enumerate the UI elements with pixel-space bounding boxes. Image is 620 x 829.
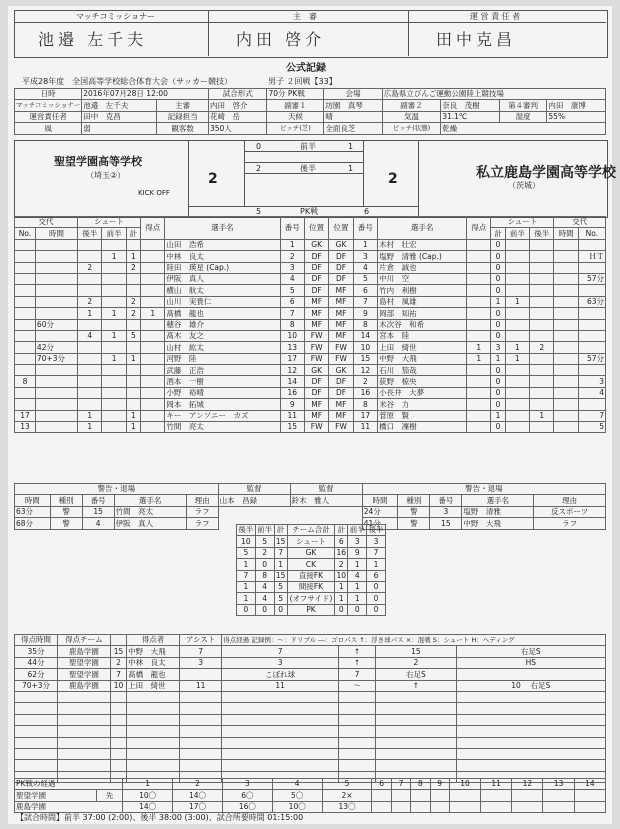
roster-row: 2 2 陸田 瑛星 (Cap.) 3 DF DF 4 片倉 誠也 0 — [15, 262, 606, 273]
roster-row: 4 1 5 髙木 友之 10 FW MF 14 宮本 陸 0 — [15, 330, 606, 341]
roster-row: 1 1 中林 良太 2 DF DF 3 塩野 清雅 (Cap.) 0 ＨＴ — [15, 251, 606, 262]
roster-row: 横山 航太 5 DF MF 6 竹内 利樹 0 — [15, 285, 606, 296]
stat-row: 5 2 7 GK 16 9 7 — [237, 547, 386, 558]
manager-signature: 田中克昌 — [436, 30, 517, 49]
stat-row: 1 4 5 間接FK 1 1 0 — [237, 581, 386, 592]
away-pk: 6 — [364, 207, 370, 216]
pk-table: PK戦の経過 1 2 3 4 5 6 7 8 9 10 11 12 13 14 聖望学園 先 10〇 14〇 6〇 5〇 2× 鹿島学園 14〇 17〇 16〇 10〇 13〇 — [14, 778, 606, 813]
roster-row: 武藤 正浩 12 GK GK 12 石川 笳哉 0 — [15, 365, 606, 376]
kickoff-label: KICK OFF — [138, 189, 170, 197]
home-pk: 5 — [256, 207, 262, 216]
roster-row: 70+3分 1 1 河野 陸 17 FW FW 15 中野 大飛 1 1 1 57分 — [15, 353, 606, 364]
goals-table: 得点時間 得点チーム 得点者 アシスト 得点経過 記録例：～：ドリブル ―：ゴロパス ↑：浮き球パス ×：混戦 S：シュート H：ヘディング 35分 鹿島学園 15 中野 大飛 7 7 ↑ 15 右足S 44分 聖望学園 2 中林 良太 3 3 ↑ 2 HS 62分 聖望学園 7 髙橋 龍也 こぼれ球 7 右足S 70+3分 鹿島学園 10 上田 綺世 11 11 ～ ↑ 10 右足S — [14, 634, 606, 783]
first-half-label: 前半 — [300, 142, 316, 151]
manager-label: 運 営 責 任 者 — [470, 12, 521, 21]
away-team-name: 私立鹿島学園高等学校 — [476, 165, 616, 181]
roster-row: 8 酒本 一樹 14 DF DF 2 荻野 椋央 0 3 — [15, 376, 606, 387]
away-second-half: 1 — [348, 164, 354, 173]
second-half-label: 後半 — [300, 164, 316, 173]
roster-row: 60分 穂谷 雄介 8 MF MF 8 木次谷 和希 0 — [15, 319, 606, 330]
goal-row-empty — [15, 703, 606, 714]
stat-row: 10 5 15 シュート 6 3 3 — [237, 536, 386, 547]
home-team-name: 聖望学園高等学校 — [54, 155, 142, 168]
away-total-score: 2 — [388, 171, 398, 187]
roster-row: 1 1 2 1 髙橋 龍也 7 MF MF 9 岡部 知祐 0 — [15, 308, 606, 319]
home-prefecture: （埼玉②） — [86, 171, 126, 180]
roster-row: 小野 裕晴 16 DF DF 16 小長井 大夢 0 4 — [15, 387, 606, 398]
pk-label: PK戦 — [300, 207, 319, 216]
roster-table: 交代 シュート 得点 選手名 番号 位置 位置 番号 選手名 得点 シュート 交代 No. 時間 後半 前半 計 計 前半 後半 時間 No. 山田 浩希 1 GK GK 1 木村 壮宏 0 1 1 中林 良太 2 DF DF 3 塩野 清雅 (Cap.) 0 ＨＴ 2 2 陸田 瑛星 (Cap.) 3 DF DF 4 片倉 誠也 0 伊阪 真人 4 DF DF 5 中川 空 0 57分 横山 航太 5 DF MF 6 竹内 利樹 0 2 2 山川 実貴仁 6 MF MF 7 島村 風雄 1 1 63分 1 1 2 1 髙橋 龍也 7 MF MF 9 岡部 知祐 0 60分 穂谷 雄介 8 MF MF 8 木次谷 和希 0 4 1 5 髙木 友之 10 FW MF 14 宮本 陸 0 42分 山村 紘太 13 FW FW 10 上田 綺世 1 3 1 2 70+3分 1 1 河野 陸 17 FW FW 15 中野 大飛 1 1 1 57分 武藤 正浩 12 GK GK 12 石川 笳哉 0 8 酒本 一樹 14 DF DF 2 荻野 椋央 0 3 小野 裕晴 16 DF DF 16 小長井 大夢 0 4 岡本 拓城 9 MF MF 8 米谷 力 0 17 1 1 キー アンソニー カズ 11 MF MF 17 菅原 賢 1 1 7 13 1 1 竹間 亮太 15 FW FW 11 橋口 凜樹 0 5 — [14, 216, 606, 433]
match-category: 男子 ２回戦【33】 — [268, 77, 337, 86]
goal-row: 70+3分 鹿島学園 10 上田 綺世 11 11 ～ ↑ 10 右足S — [15, 680, 606, 691]
commissioner-signature: 池邉 左千夫 — [38, 30, 148, 49]
goal-row: 44分 聖望学園 2 中林 良太 3 3 ↑ 2 HS — [15, 657, 606, 668]
home-first-half: 0 — [256, 142, 262, 151]
match-time-footer: 【試合時間】前半 37:00 (2:00)、後半 38:00 (3:00)、試合所要時間 01:15:00 — [16, 813, 304, 822]
roster-row: 42分 山村 紘太 13 FW FW 10 上田 綺世 1 3 1 2 — [15, 342, 606, 353]
match-info-table: 日時 2016年07月28日 12:00 試合形式 70分 PK戦 会場 広島県立びんご運動公園陸上競技場 マッチコミッショナー 池邉 左千夫 主審 内田 啓介 副審１ 坊園 真琴 副審２ 奈良 茂樹 第４審判 内田 康博 運営責任者 田中 克昌 記録担当 花崎 岳 天候 晴 気温 31.1℃ 湿度 55% 風 弱 観客数 350人 ピッチ(芝) 全面良芝 ピッチ(状態) 乾燥 — [14, 88, 606, 135]
commissioner-label: マッチコミッショナー — [76, 12, 156, 21]
cautions-table: 警告・退場 監督 監督 警告・退場 時間 種別 番号 選手名 理由 山本 昌録 鈴木 雅人 時間 種別 番号 選手名 理由 63分 警 15 竹間 亮太 ラフ 24分 警 3 塩野 清雅 反スポーツ 68分 警 4 伊阪 真人 ラフ 41分 警 15 中野 大飛 ラフ — [14, 483, 606, 530]
goal-row: 62分 聖望学園 7 髙橋 龍也 こぼれ球 7 右足S — [15, 669, 606, 680]
away-first-half: 1 — [348, 142, 354, 151]
goal-row-empty — [15, 714, 606, 725]
away-prefecture: （茨城） — [508, 181, 540, 190]
competition-name: 平成28年度 全国高等学校総合体育大会（サッカー競技） — [22, 77, 233, 86]
stat-row: 1 4 5 (オフサイド) 1 1 0 — [237, 593, 386, 604]
goal-row-empty — [15, 726, 606, 737]
roster-row: 13 1 1 竹間 亮太 15 FW FW 11 橋口 凜樹 0 5 — [15, 422, 606, 433]
goal-row: 35分 鹿島学園 15 中野 大飛 7 7 ↑ 15 右足S — [15, 646, 606, 657]
goal-row-empty — [15, 748, 606, 759]
home-second-half: 2 — [256, 164, 262, 173]
referee-label: 主 審 — [293, 12, 317, 21]
stat-row: 7 8 15 直接FK 10 4 6 — [237, 570, 386, 581]
roster-row: 17 1 1 キー アンソニー カズ 11 MF MF 17 菅原 賢 1 1 7 — [15, 410, 606, 421]
goal-row-empty — [15, 760, 606, 771]
stat-row: 1 0 1 CK 2 1 1 — [237, 559, 386, 570]
official-record-sheet — [8, 6, 616, 824]
roster-row: 2 2 山川 実貴仁 6 MF MF 7 島村 風雄 1 1 63分 — [15, 296, 606, 307]
team-stats-table: 後半 前半 計 チーム合計 計 前半 後半 10 5 15 シュート 6 3 3 5 2 7 GK 16 9 7 1 0 1 CK 2 1 1 7 8 15 直接FK 10 4 6 1 4 5 間接FK 1 1 0 1 4 5 (オフサイド) 1 1 0 0 0 0 PK 0 0 0 — [238, 525, 384, 615]
referee-signature: 内田 啓介 — [236, 30, 326, 49]
roster-row: 岡本 拓城 9 MF MF 8 米谷 力 0 — [15, 399, 606, 410]
roster-row: 伊阪 真人 4 DF DF 5 中川 空 0 57分 — [15, 273, 606, 284]
roster-row: 山田 浩希 1 GK GK 1 木村 壮宏 0 — [15, 239, 606, 250]
home-total-score: 2 — [208, 171, 218, 187]
goal-row-empty — [15, 691, 606, 702]
stat-row: 0 0 0 PK 0 0 0 — [237, 604, 386, 615]
record-title: 公式記録 — [286, 63, 326, 74]
goal-row-empty — [15, 737, 606, 748]
